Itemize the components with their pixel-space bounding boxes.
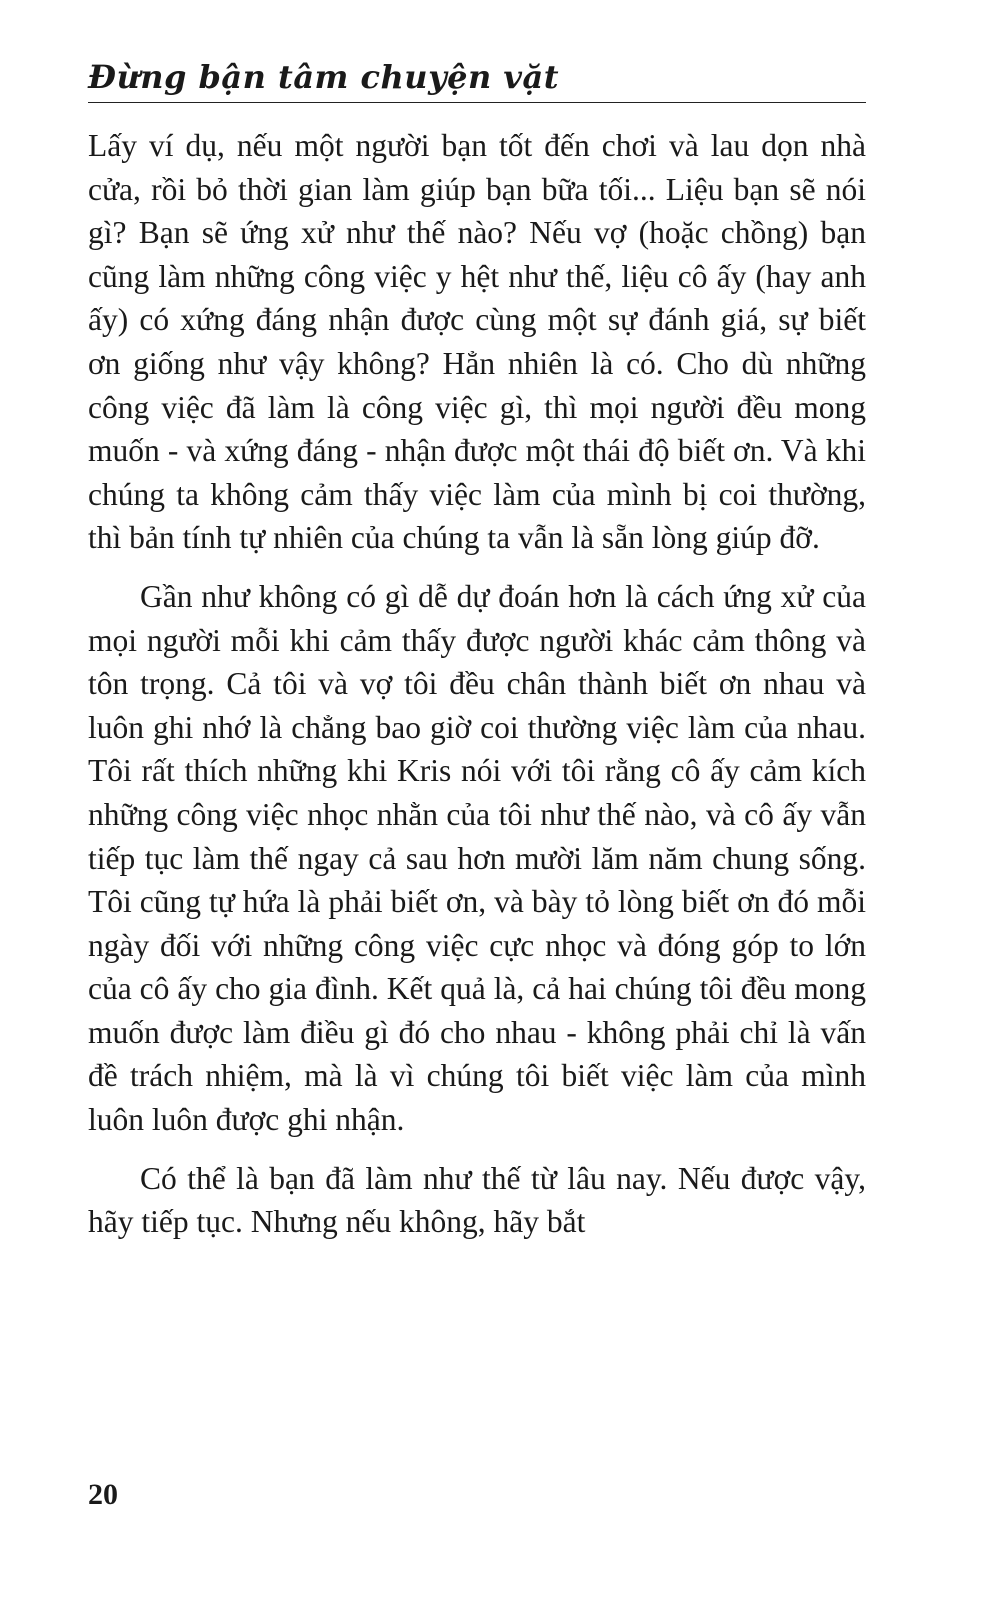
running-header-title: Đừng bận tâm chuyện vặt bbox=[88, 58, 560, 96]
page-number: 20 bbox=[88, 1478, 118, 1511]
paragraph-2: Gần như không có gì dễ dự đoán hơn là cách ứng xử của mọi người mỗi khi cảm thấy được người khác cảm thông và tôn trọng. Cả tôi và vợ tôi đều chân thành biết ơn nhau và luôn ghi nhớ là chẳng bao giờ coi thường việc làm của nhau. Tôi rất thích những khi Kris nói với tôi rằng cô ấy cảm kích những công việc nhọc nhằn của tôi như thế nào, và cô ấy vẫn tiếp tục làm thế ngay cả sau hơn mười lăm năm chung sống. Tôi cũng tự hứa là phải biết ơn, và bày tỏ lòng biết ơn đó mỗi ngày đối với những công việc cực nhọc và đóng góp to lớn của cô ấy cho gia đình. Kết quả là, cả hai chúng tôi đều mong muốn được làm điều gì đó cho nhau - không phải chỉ là vấn đề trách nhiệm, mà là vì chúng tôi biết việc làm của mình luôn luôn được ghi nhận. bbox=[88, 578, 866, 1138]
body-text bbox=[88, 124, 866, 1244]
paragraph-3: Có thể là bạn đã làm như thế từ lâu nay. Nếu được vậy, hãy tiếp tục. Nhưng nếu không, hãy bắt bbox=[88, 1160, 866, 1240]
running-header bbox=[88, 54, 866, 103]
paragraph-1: Lấy ví dụ, nếu một người bạn tốt đến chơi và lau dọn nhà cửa, rồi bỏ thời gian làm giúp bạn bữa tối... Liệu bạn sẽ nói gì? Bạn sẽ ứng xử như thế nào? Nếu vợ (hoặc chồng) bạn cũng làm những công việc y hệt như thế, liệu cô ấy (hay anh ấy) có xứng đáng nhận được cùng một sự đánh giá, sự biết ơn giống như vậy không? Hẳn nhiên là có. Cho dù những công việc đã làm là công việc gì, thì mọi người đều mong muốn - và xứng đáng - nhận được một thái độ biết ơn. Và khi chúng ta không cảm thấy việc làm của mình bị coi thường, thì bản tính tự nhiên của chúng ta vẫn là sẵn lòng giúp đỡ. bbox=[88, 128, 866, 556]
